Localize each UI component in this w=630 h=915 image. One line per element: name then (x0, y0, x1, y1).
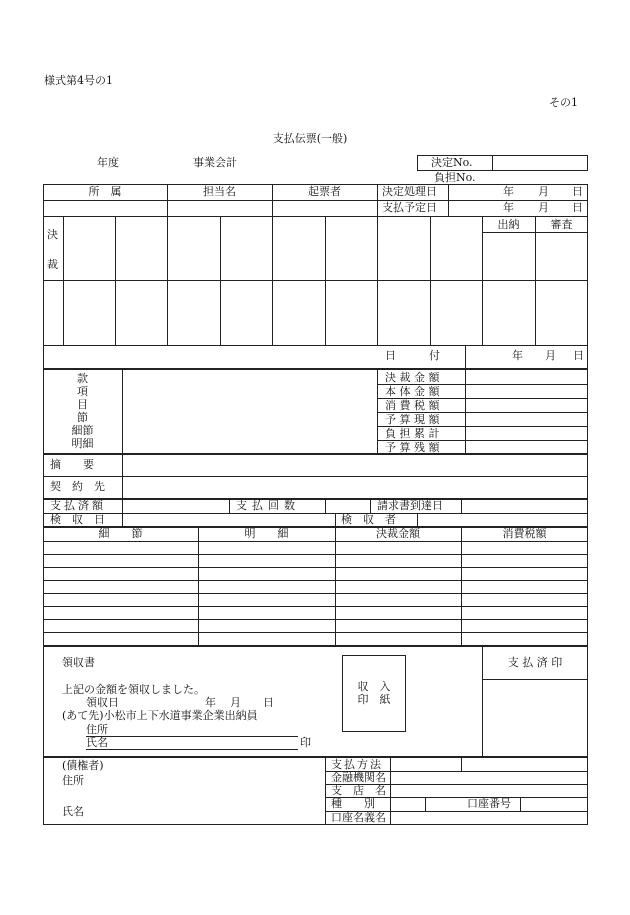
receipt-address-label: 住所 (86, 723, 108, 736)
receipt-text: 上記の金額を領収しました。 (62, 683, 205, 696)
detail-header-2: 明 細 (244, 527, 289, 540)
payment-month: 月 (538, 201, 549, 214)
contractor-label: 契 約 先 (50, 480, 105, 493)
decision-date-label: 決定処理日 (382, 185, 437, 198)
amount-label-4: 予 算 現 額 (385, 413, 440, 426)
account-type-label: 種 別 (331, 797, 375, 810)
amount-label-3: 消 費 税 額 (385, 399, 440, 412)
receipt-address-line[interactable] (86, 736, 298, 737)
fiscal-year-label: 年度 (97, 156, 119, 169)
decision-no-label: 決定No. (431, 156, 473, 169)
affiliation-header: 所 属 (88, 185, 122, 198)
budget-item-6: 明細 (71, 437, 94, 450)
inspection-date-label: 検 収 日 (50, 513, 105, 526)
approval-label-1: 決 (47, 228, 58, 241)
date-year: 年 (512, 349, 523, 362)
bank-name-label: 金融機関名 (331, 771, 386, 784)
page-title: 支払伝票(一般) (272, 132, 348, 145)
receipt-name-line[interactable] (86, 749, 298, 750)
decision-month: 月 (538, 185, 549, 198)
detail-header-4: 消費税額 (502, 527, 547, 540)
paid-amount-label: 支払済額 (50, 499, 106, 512)
amount-label-1: 決 裁 金 額 (385, 371, 440, 384)
budget-item-4: 節 (77, 411, 88, 424)
amount-label-5: 負 担 累 計 (385, 427, 440, 440)
revenue-stamp-label-1: 収 入 (357, 680, 391, 693)
budget-item-5: 細節 (71, 424, 94, 437)
receipt-month: 月 (230, 696, 241, 709)
decision-year: 年 (503, 185, 514, 198)
inspector-label: 検 収 者 (341, 513, 396, 526)
account-label: 事業会計 (193, 156, 237, 169)
disbursement-label: 出納 (497, 218, 520, 231)
invoice-date-label: 請求書到達日 (377, 499, 443, 512)
detail-header-1: 細 節 (98, 527, 143, 540)
paid-stamp-label: 支 払 済 印 (507, 656, 563, 669)
page-label: その1 (549, 96, 578, 109)
detail-header-3: 決裁金額 (376, 527, 420, 540)
seal-label: 印 (300, 736, 311, 749)
account-holder-label: 口座名義名 (331, 811, 386, 824)
date-month: 月 (545, 349, 556, 362)
form-number: 様式第4号の1 (44, 74, 113, 87)
receipt-date-label: 領収日 (86, 696, 119, 709)
receipt-addressee: (あて先)小松市上下水道事業企業出納員 (62, 709, 258, 722)
budget-item-1: 款 (77, 372, 88, 385)
drafter-header: 起票者 (308, 185, 341, 198)
creditor-block (43, 757, 588, 825)
payment-date-label: 支払予定日 (382, 201, 437, 214)
decision-no-field[interactable] (492, 155, 493, 171)
payment-method-label: 支払方法 (331, 758, 383, 771)
payment-day: 日 (572, 201, 583, 214)
receipt-title: 領収書 (62, 656, 95, 669)
amount-label-2: 本 体 金 額 (385, 385, 440, 398)
creditor-name-label: 氏名 (62, 805, 84, 818)
decision-day: 日 (572, 185, 583, 198)
detail-table (43, 527, 588, 646)
branch-name-label: 支 店 名 (331, 784, 386, 797)
date-day: 日 (573, 349, 584, 362)
approval-label-2: 裁 (47, 258, 58, 271)
receipt-name-label: 氏名 (86, 736, 108, 749)
amount-label-6: 予 算 残 額 (385, 441, 440, 454)
date-label: 日 付 (385, 349, 440, 362)
payment-count-label: 支払回数 (236, 499, 300, 512)
audit-label: 審査 (550, 218, 573, 231)
account-number-label: 口座番号 (467, 797, 511, 810)
payment-year: 年 (503, 201, 514, 214)
summary-label: 摘 要 (50, 458, 94, 471)
revenue-stamp-label-2: 印 紙 (357, 693, 391, 706)
person-header: 担当名 (203, 185, 236, 198)
creditor-title: (債権者) (62, 759, 104, 772)
receipt-year: 年 (205, 696, 216, 709)
receipt-day: 日 (263, 696, 274, 709)
budget-item-2: 項 (77, 385, 88, 398)
budget-item-3: 目 (77, 398, 88, 411)
burden-no-label: 負担No. (434, 171, 476, 184)
creditor-address-label: 住所 (62, 774, 84, 787)
